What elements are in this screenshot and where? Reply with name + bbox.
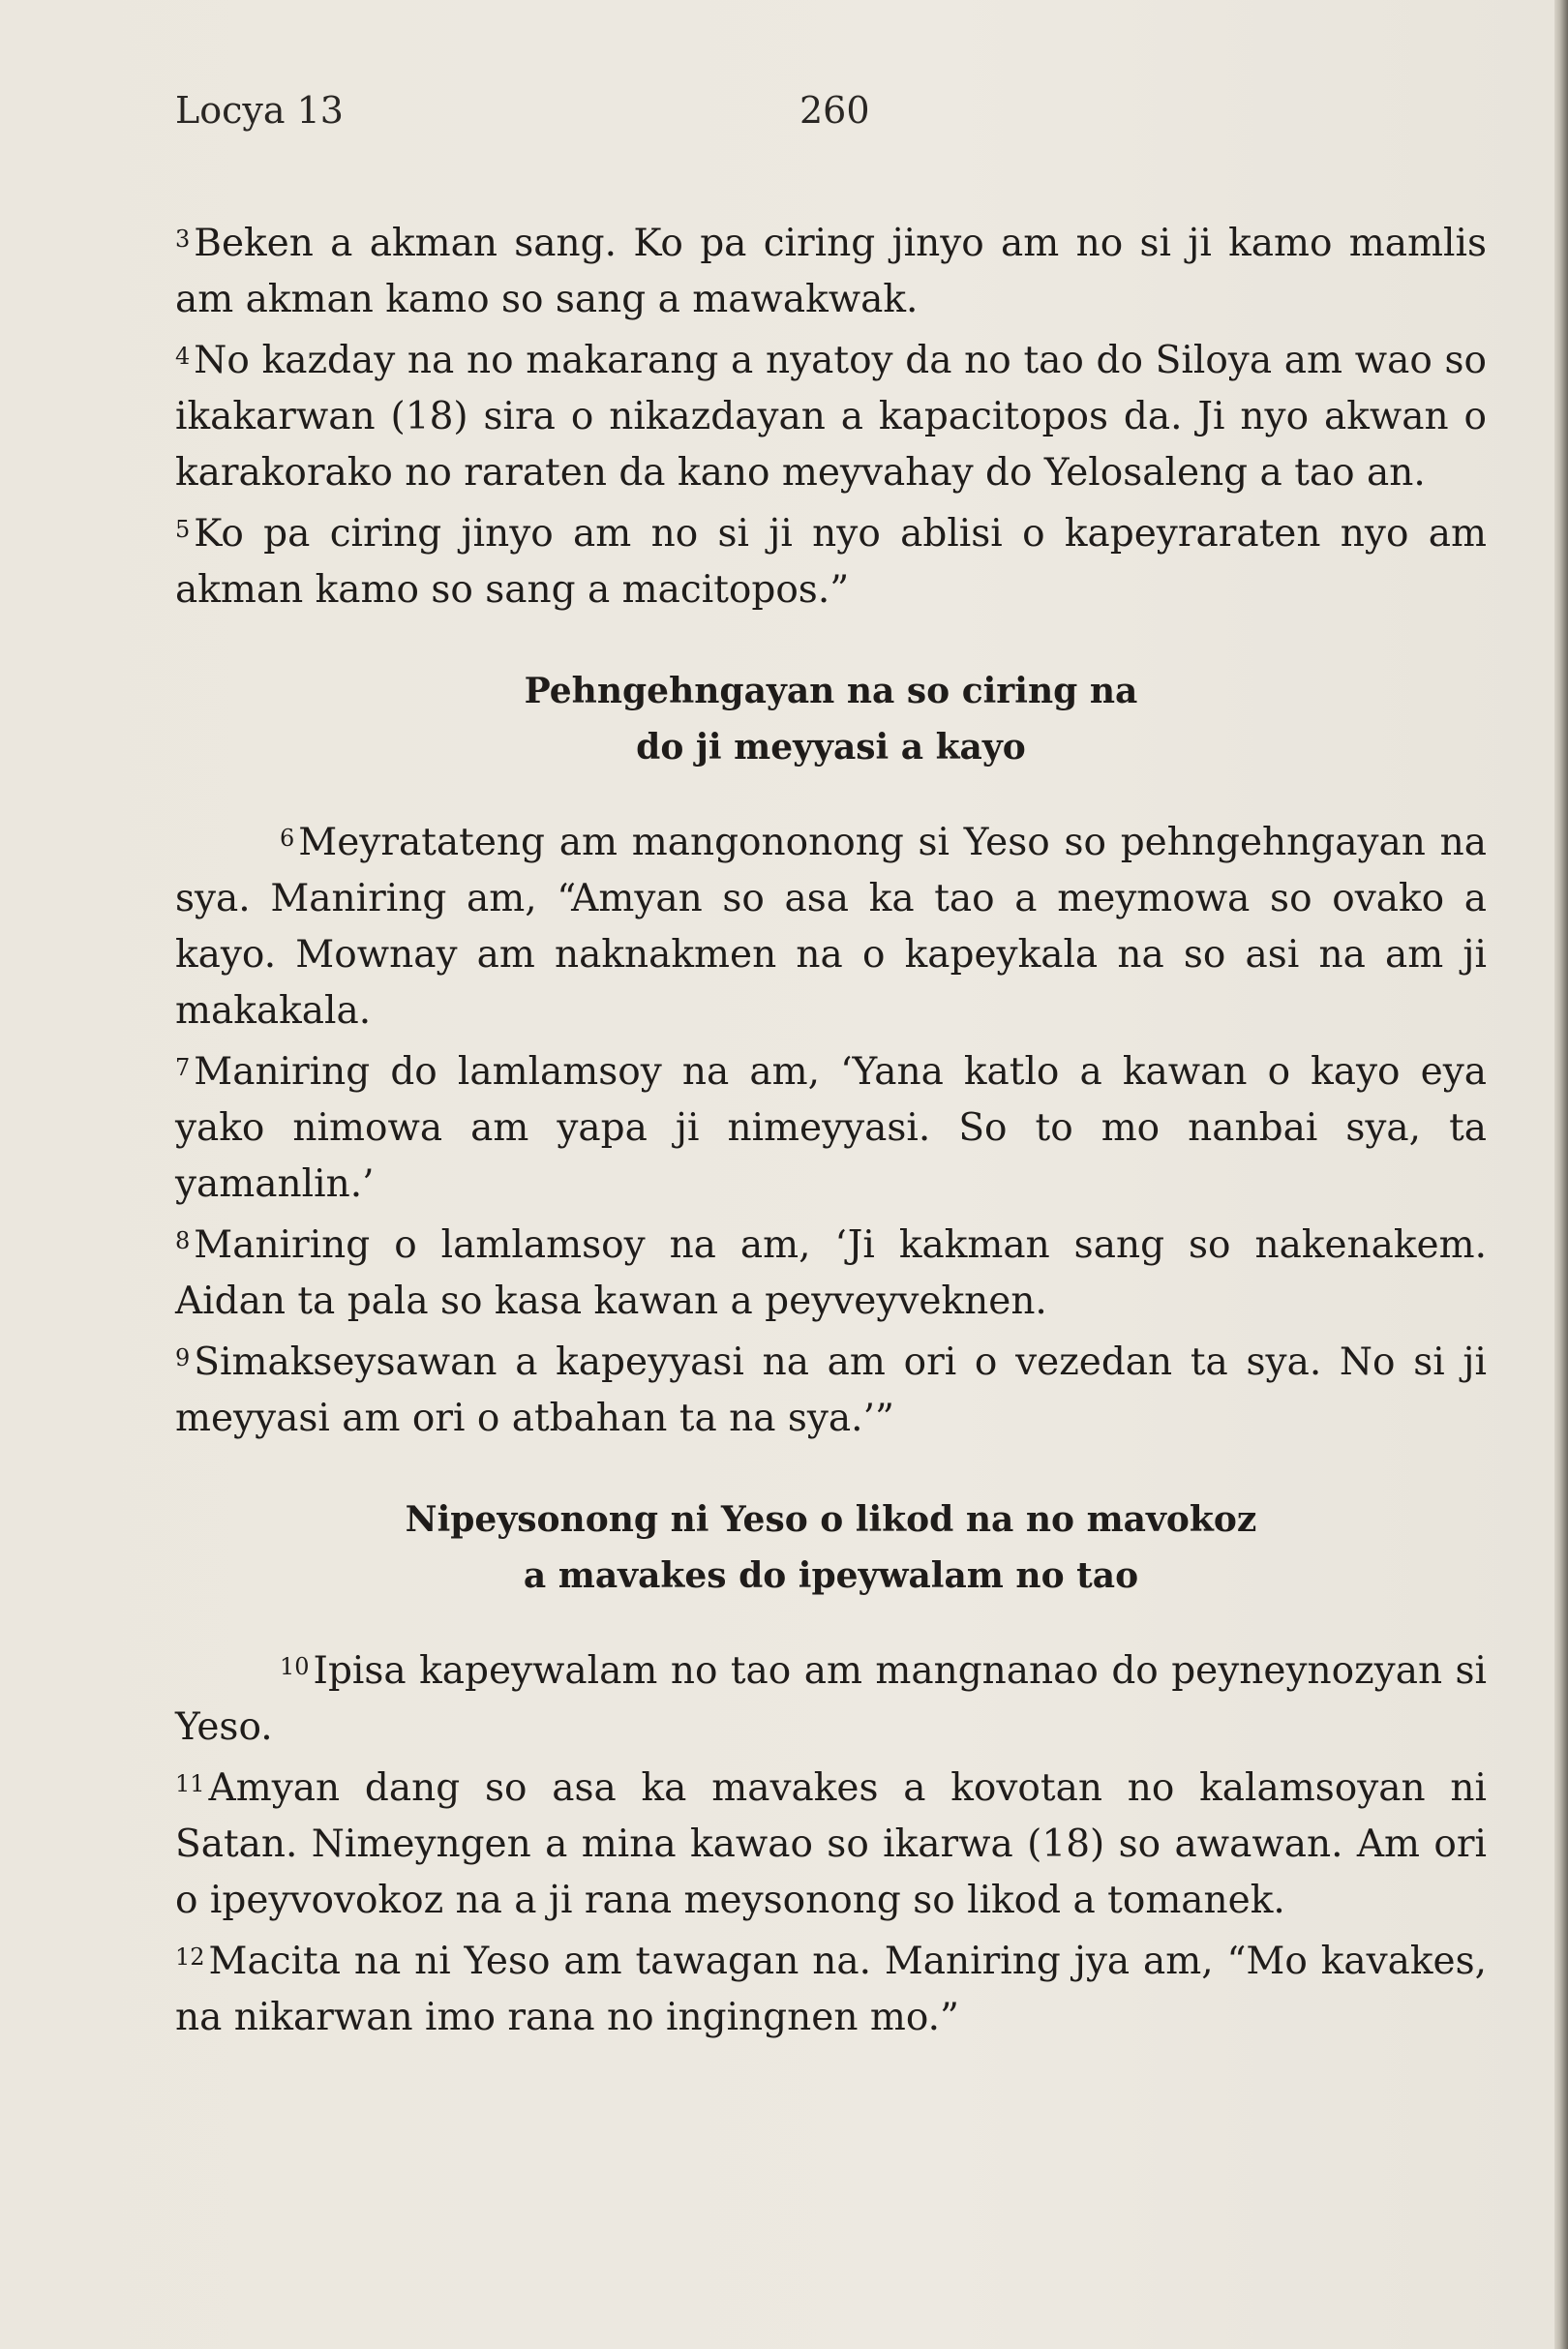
- verse-text: Beken a akman sang. Ko pa ciring jinyo am no si ji kamo mamlis am akman kamo so sang a mawakwak.: [175, 222, 1487, 321]
- verse: [175, 328, 1487, 501]
- verse-number: 11: [175, 1770, 205, 1797]
- verse-number: 12: [175, 1943, 205, 1971]
- verse: [175, 1929, 1487, 2046]
- section-heading: [175, 663, 1487, 775]
- page-content: [175, 211, 1487, 2046]
- verse-block: [175, 211, 1487, 618]
- verse-number: 10: [280, 1653, 310, 1680]
- page-edge: [1554, 0, 1568, 2349]
- section-heading: [175, 1491, 1487, 1604]
- verse: [175, 1639, 1487, 1756]
- verse: [175, 501, 1487, 618]
- verse-text: Ko pa ciring jinyo am no si ji nyo ablisi o kapeyraraten nyo am akman kamo so sang a macitopos.”: [175, 512, 1487, 612]
- verse-text: Maniring o lamlamsoy na am, ‘Ji kakman sang so nakenakem. Aidan ta pala so kasa kawan a peyveyveknen.: [175, 1223, 1487, 1323]
- verse: [175, 211, 1487, 328]
- section-heading-line: Nipeysonong ni Yeso o likod na no mavokoz: [405, 1499, 1257, 1540]
- verse-text: Maniring do lamlamsoy na am, ‘Yana katlo a kawan o kayo eya yako nimowa am yapa ji nimeyyasi. So to mo nanbai sya, ta yamanlin.’: [175, 1050, 1487, 1206]
- verse-text: Amyan dang so asa ka mavakes a kovotan no kalamsoyan ni Satan. Nimeyngen a mina kawao so ikarwa (18) so awawan. Am ori o ipeyvovokoz na a ji rana meysonong so likod a tomanek.: [175, 1766, 1487, 1922]
- verse: [175, 1213, 1487, 1330]
- page-header: [175, 89, 1492, 141]
- section-heading-line: Pehngehngayan na so ciring na: [524, 671, 1138, 711]
- page-number: 260: [799, 89, 870, 132]
- verse-number: 9: [175, 1344, 191, 1371]
- verse-number: 5: [175, 516, 191, 543]
- verse-number: 7: [175, 1054, 191, 1081]
- verse-number: 4: [175, 343, 191, 370]
- section-heading-line: do ji meyyasi a kayo: [636, 727, 1026, 768]
- verse-text: No kazday na no makarang a nyatoy da no tao do Siloya am wao so ikakarwan (18) sira o nikazdayan a kapacitopos da. Ji nyo akwan o karakorako no raraten da kano meyvahay do Yelosaleng a tao an.: [175, 339, 1487, 495]
- verse: [175, 1039, 1487, 1213]
- running-head: Locya 13: [175, 89, 344, 132]
- verse-number: 3: [175, 226, 191, 253]
- verse-number: 8: [175, 1227, 191, 1254]
- verse-text: Meyratateng am mangononong si Yeso so pehngehngayan na sya. Maniring am, “Amyan so asa ka tao a meymowa so ovako a kayo. Mownay am naknakmen na o kapeykala na so asi na am ji makakala.: [175, 821, 1487, 1033]
- verse-block: [175, 810, 1487, 1447]
- verse-number: 6: [280, 825, 295, 852]
- verse-text: Simakseysawan a kapeyyasi na am ori o vezedan ta sya. No si ji meyyasi am ori o atbahan ta na sya.’”: [175, 1340, 1487, 1440]
- section-heading-line: a mavakes do ipeywalam no tao: [523, 1555, 1139, 1596]
- verse: [175, 1330, 1487, 1447]
- verse: [175, 1756, 1487, 1929]
- verse-text: Macita na ni Yeso am tawagan na. Maniring jya am, “Mo kavakes, na nikarwan imo rana no ingingnen mo.”: [175, 1940, 1487, 2039]
- verse: [175, 810, 1487, 1039]
- verse-block: [175, 1639, 1487, 2046]
- verse-text: Ipisa kapeywalam no tao am mangnanao do peyneynozyan si Yeso.: [175, 1649, 1487, 1749]
